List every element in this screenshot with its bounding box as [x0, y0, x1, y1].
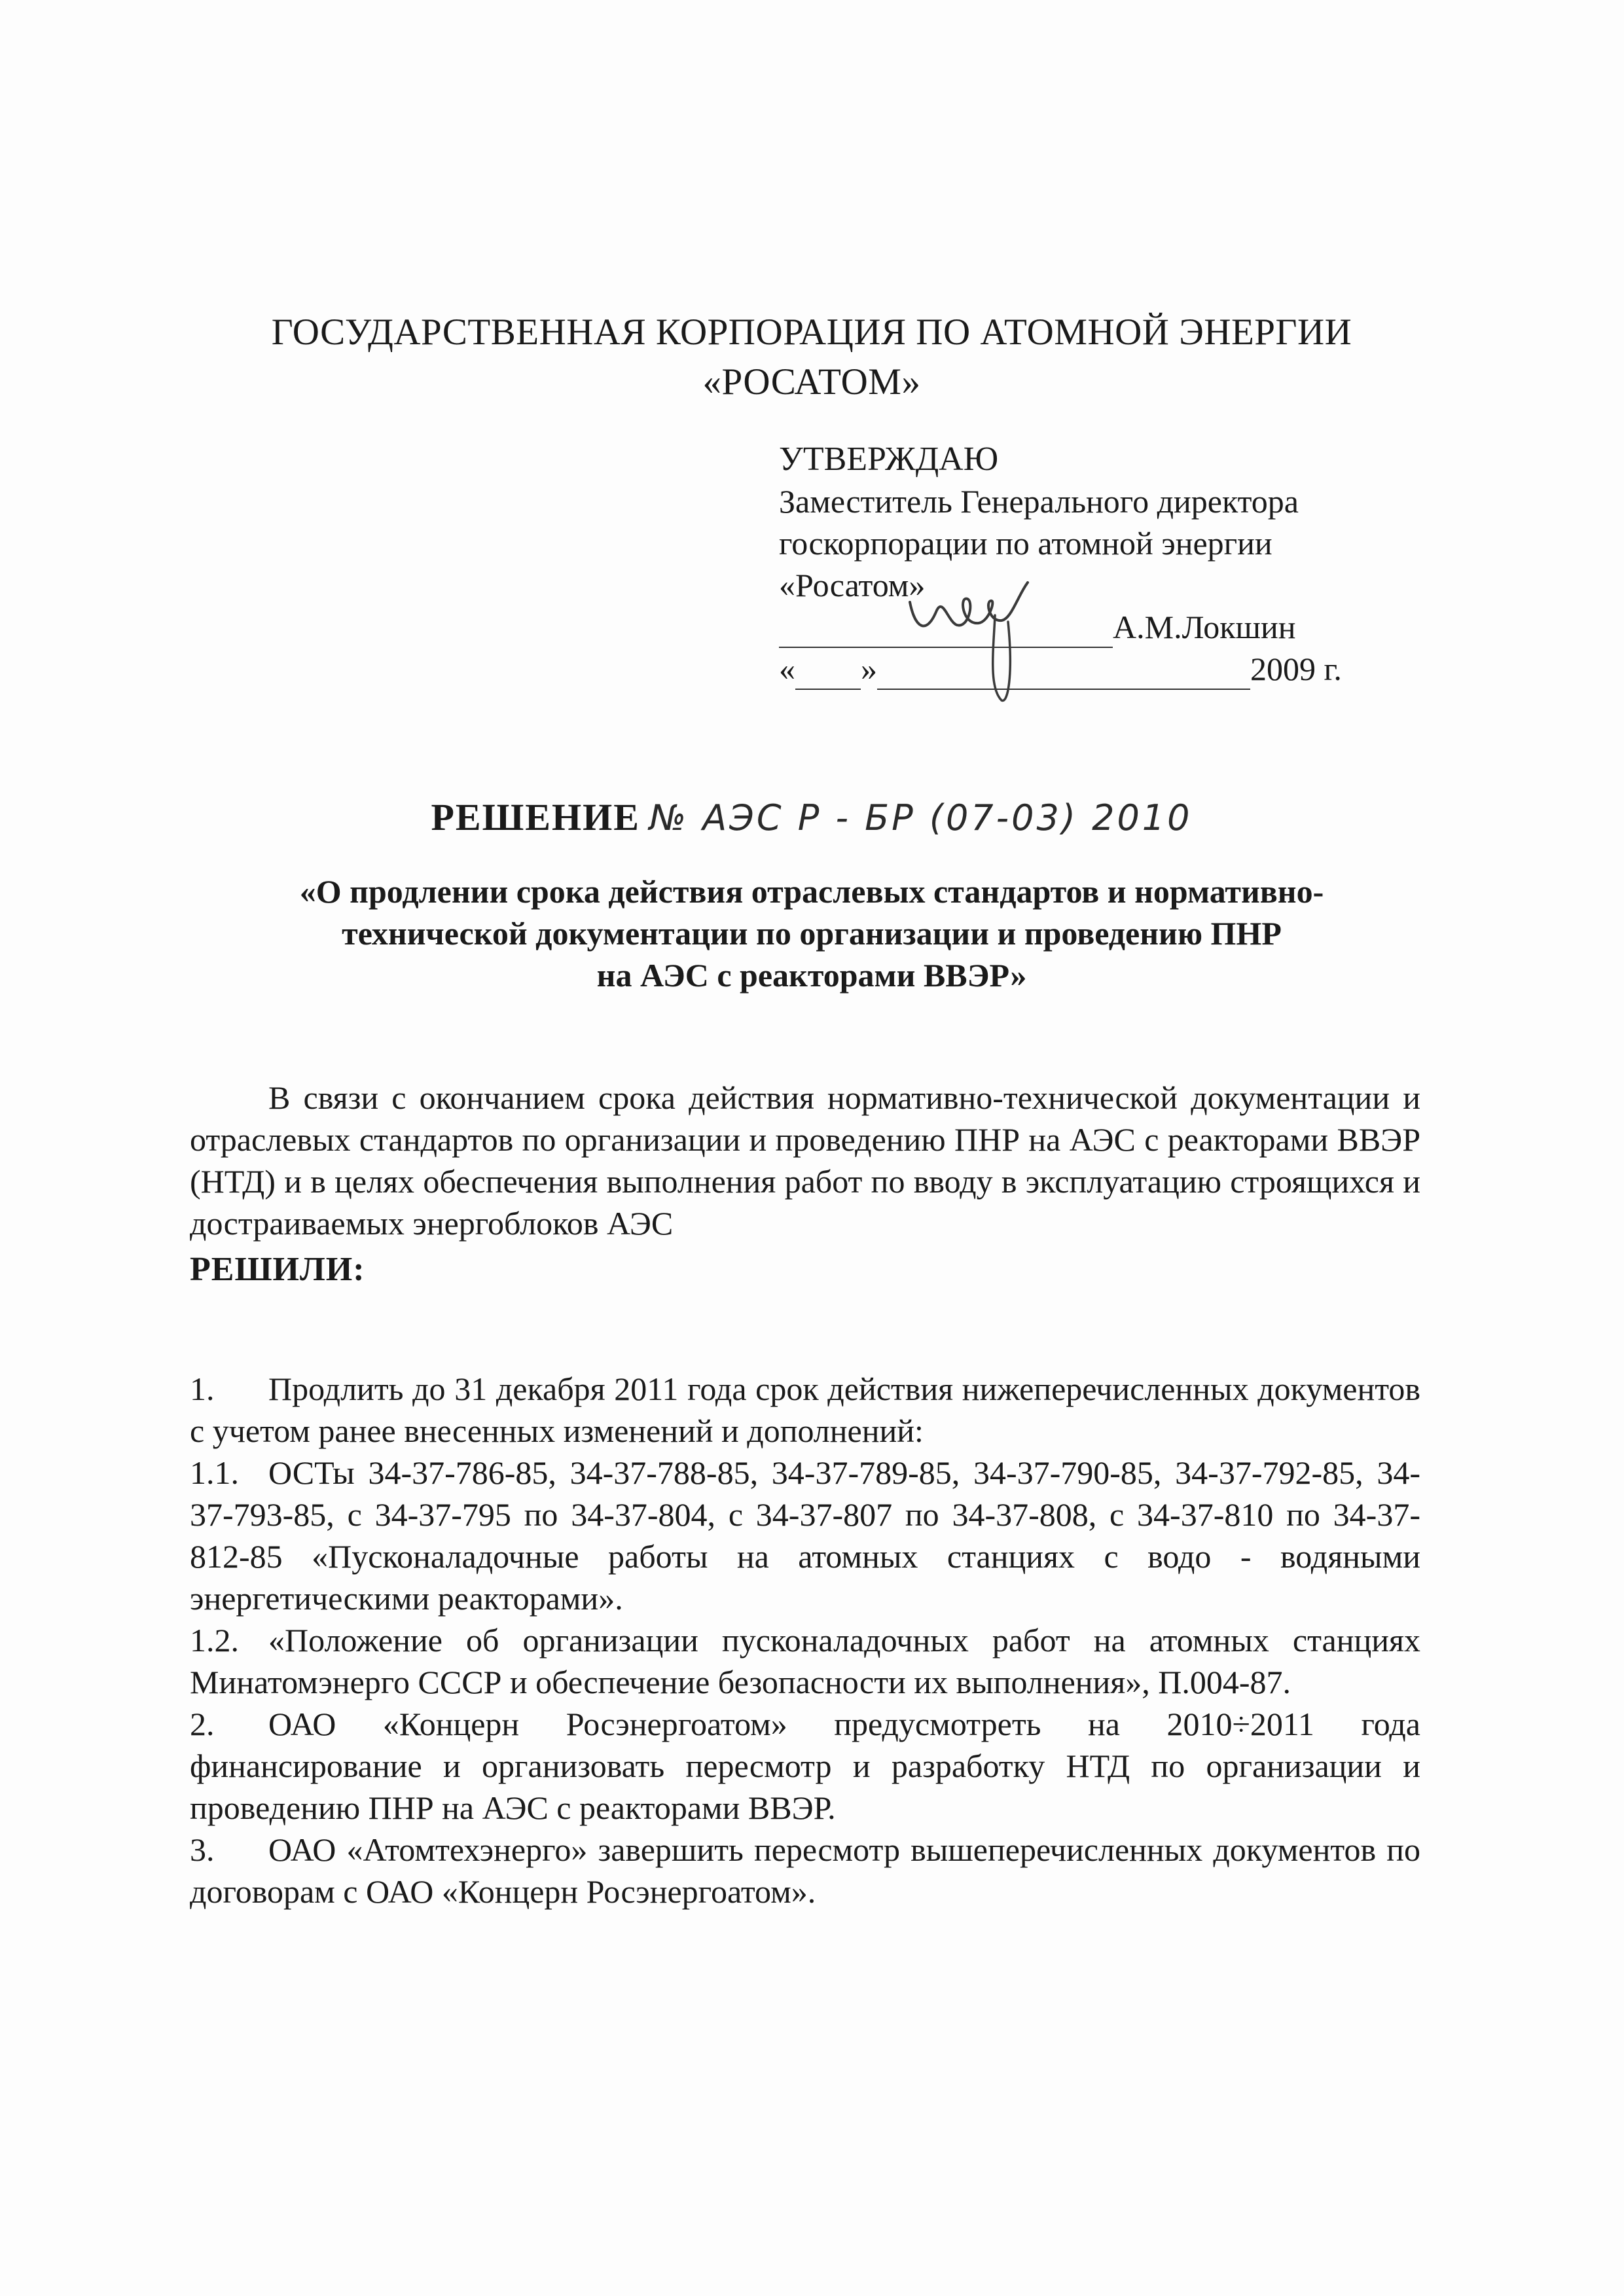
resolution-item — [190, 1452, 1420, 1619]
item-number: 1.1. — [190, 1454, 239, 1491]
item-text: ОАО «Концерн Росэнергоатом» предусмотреть на 2010÷2011 года финансирование и организовать пересмотр и разработку НТД по организации и проведению ПНР на АЭС с реакторами ВВЭР. — [190, 1706, 1420, 1826]
item-number: 2. — [190, 1706, 215, 1742]
day-blank — [795, 657, 861, 690]
date-open-quote: « — [779, 651, 795, 687]
resolution-item — [190, 1703, 1420, 1829]
date-close-quote: » — [861, 651, 877, 687]
organization-name: ГОСУДАРСТВЕННАЯ КОРПОРАЦИЯ ПО АТОМНОЙ ЭНЕРГИИ — [271, 312, 1352, 353]
decision-heading — [196, 795, 1427, 839]
approval-title: УТВЕРЖДАЮ — [779, 440, 999, 478]
resolution-item — [190, 1829, 1420, 1912]
item-number: 1.2. — [190, 1622, 239, 1659]
resolution-item — [190, 1619, 1420, 1703]
resolved-heading: РЕШИЛИ: — [190, 1251, 365, 1288]
resolution-item — [190, 1368, 1420, 1452]
item-text: ОСТы 34-37-786-85, 34-37-788-85, 34-37-789-85, 34-37-790-85, 34-37-792-85, 34-37-793-85, с 34-37-795 по 34-37-804, с 34-37-807 по 34-37-808, с 34-37-810 по 34-37-812-85 «Пусконаладочные работы на атомных станциях с водо - водяными энергетическими реакторами». — [190, 1454, 1420, 1617]
signer-name: А.М.Локшин — [1113, 609, 1296, 645]
resolution-items — [190, 1368, 1420, 1912]
handwritten-signature — [897, 576, 1067, 707]
approver-organization: «Росатом» — [779, 567, 926, 603]
decision-subject — [196, 870, 1427, 996]
approver-position-line-2: госкорпорации по атомной энергии — [779, 525, 1272, 562]
signature-line — [779, 606, 1407, 648]
item-text: ОАО «Атомтехэнерго» завершить пересмотр вышеперечисленных документов по договорам с ОАО «Концерн Росэнергоатом». — [190, 1831, 1420, 1910]
subject-line-1: «О продлении срока действия отраслевых стандартов и нормативно- — [299, 873, 1324, 910]
decision-label: РЕШЕНИЕ — [431, 796, 640, 838]
decision-number: № АЭС Р - БР (07-03) 2010 — [649, 797, 1193, 838]
approval-block — [779, 439, 1407, 690]
item-number: 3. — [190, 1831, 215, 1868]
organization-short-name: «РОСАТОМ» — [702, 361, 921, 403]
approver-position-line-1: Заместитель Генерального директора — [779, 483, 1299, 520]
approval-year: 2009 г. — [1250, 651, 1342, 687]
subject-line-3: на АЭС с реакторами ВВЭР» — [596, 957, 1027, 994]
item-text: «Положение об организации пусконаладочных работ на атомных станциях Минатомэнерго СССР и обеспечение безопасности их выполнения», П.004-87. — [190, 1622, 1420, 1700]
item-text: Продлить до 31 декабря 2011 года срок действия нижеперечисленных документов с учетом ранее внесенных изменений и дополнений: — [190, 1371, 1420, 1449]
subject-line-2: технической документации по организации и проведению ПНР — [342, 915, 1282, 952]
approval-date-line — [779, 648, 1407, 690]
item-number: 1. — [190, 1371, 215, 1407]
intro-paragraph: В связи с окончанием срока действия нормативно-технической документации и отраслевых стандартов по организации и проведению ПНР на АЭС с реакторами ВВЭР (НТД) и в целях обеспечения выполнения работ по вводу в эксплуатацию строящихся и достраиваемых энергоблоков АЭС — [190, 1079, 1420, 1242]
organization-header — [196, 308, 1427, 407]
